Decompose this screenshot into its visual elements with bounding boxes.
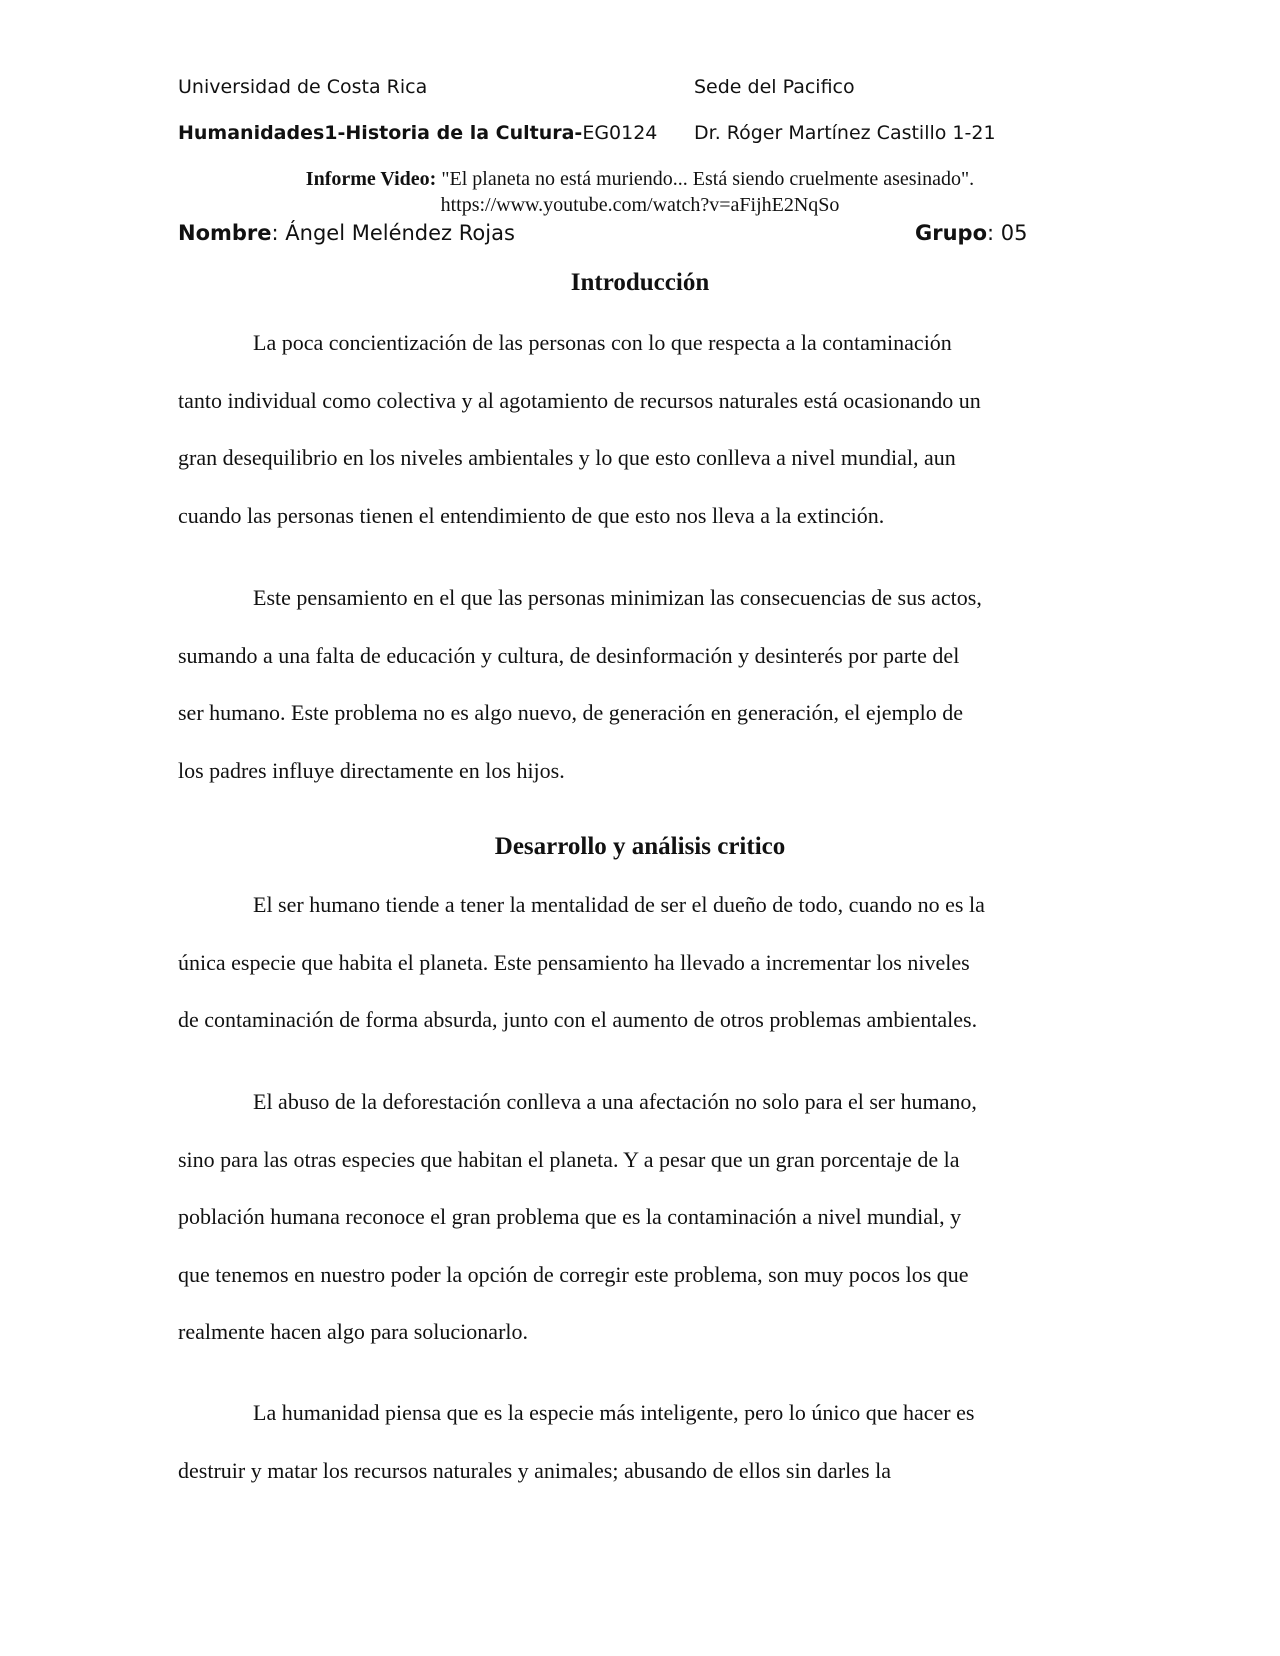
course-line: [178, 122, 657, 144]
paragraph-line: ser humano. Este problema no es algo nuevo, de generación en generación, el ejemplo de: [178, 700, 963, 726]
paragraph-line: los padres influye directamente en los hijos.: [178, 757, 565, 783]
name-label: Nombre: [178, 221, 272, 245]
development-heading: Desarrollo y análisis critico: [494, 833, 786, 860]
paragraph-line: cuando las personas tienen el entendimiento de que esto nos lleva a la extinción.: [178, 502, 885, 528]
report-title-line: [0, 167, 1280, 191]
paragraph-line: que tenemos en nuestro poder la opción de corregir este problema, son muy pocos los que: [178, 1261, 969, 1287]
paragraph-line: La humanidad piensa que es la especie más inteligente, pero lo único que hacer es: [253, 1400, 975, 1425]
report-url: https://www.youtube.com/watch?v=aFijhE2NqSo: [440, 194, 840, 216]
development-paragraph-1: [178, 876, 1098, 1049]
intro-paragraph-1: [178, 314, 1098, 544]
paragraph-line: única especie que habita el planeta. Este pensamiento ha llevado a incrementar los niveles: [178, 949, 970, 975]
course-name: Humanidades1-Historia de la Cultura-: [178, 122, 583, 144]
group-label: Grupo: [915, 221, 988, 245]
paragraph-line: población humana reconoce el gran problema que es la contaminación a nivel mundial, y: [178, 1204, 962, 1230]
development-paragraph-3: [178, 1384, 1098, 1499]
group-value: : 05: [987, 221, 1028, 245]
paragraph-line: sino para las otras especies que habitan el planeta. Y a pesar que un gran porcentaje de la: [178, 1146, 960, 1172]
name-value: : Ángel Meléndez Rojas: [271, 221, 515, 245]
development-paragraph-2: [178, 1073, 1098, 1361]
paragraph-line: Este pensamiento en el que las personas minimizan las consecuencias de sus actos,: [253, 585, 982, 610]
paragraph-line: destruir y matar los recursos naturales y animales; abusando de ellos sin darles la: [178, 1457, 891, 1483]
paragraph-line: realmente hacen algo para solucionarlo.: [178, 1319, 529, 1345]
university-name: Universidad de Costa Rica: [178, 76, 428, 98]
campus-name: Sede del Pacifico: [694, 76, 855, 98]
paragraph-line: La poca concientización de las personas con lo que respecta a la contaminación: [253, 330, 952, 355]
report-title: "El planeta no está muriendo... Está siendo cruelmente asesinado".: [436, 168, 975, 190]
report-label: Informe Video:: [305, 168, 437, 190]
paragraph-line: de contaminación de forma absurda, junto con el aumento de otros problemas ambientales.: [178, 1007, 978, 1033]
student-name-line: [178, 221, 515, 245]
paragraph-line: El abuso de la deforestación conlleva a una afectación no solo para el ser humano,: [253, 1089, 977, 1114]
paragraph-line: tanto individual como colectiva y al agotamiento de recursos naturales está ocasionando un: [178, 387, 981, 413]
paragraph-line: sumando a una falta de educación y cultura, de desinformación y desinterés por parte del: [178, 642, 960, 668]
intro-heading: Introducción: [570, 269, 710, 296]
group-line: [915, 221, 1028, 245]
intro-paragraph-2: [178, 569, 1098, 799]
paragraph-line: El ser humano tiende a tener la mentalidad de ser el dueño de todo, cuando no es la: [253, 892, 985, 917]
paragraph-line: gran desequilibrio en los niveles ambientales y lo que esto conlleva a nivel mundial, aun: [178, 445, 956, 471]
professor-name: Dr. Róger Martínez Castillo 1-21: [694, 122, 996, 144]
course-code: EG0124: [582, 122, 658, 144]
